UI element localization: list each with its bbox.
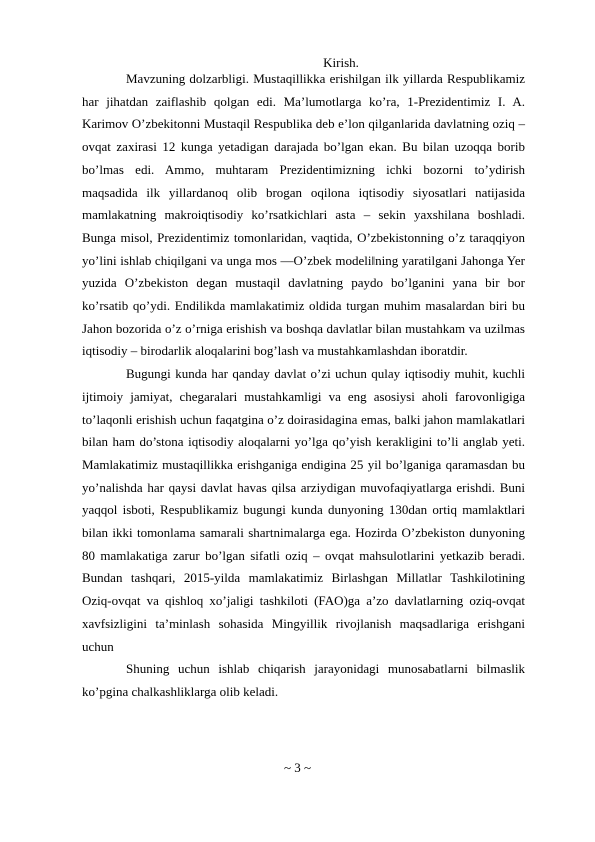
paragraph-2: Bugungi kunda har qanday davlat o’zi uchun qulay iqtisodiy muhit, kuchli ijtimoiy jamiyat, chegaralari mustahkamligi va eng asosiysi aholi farovonligiga to’laqonli erishish uchun faqatgina o’z doirasidagina emas, balki jahon mamlakatlari bilan ham do’stona iqtisodiy aloqalarni yo’lga qo’yish kerakligini to’li anglab yeti. Mamlakatimiz mustaqillikka erishganiga endigina 25 yil bo’lganiga qaramasdan bu yo’nalishda har qaysi davlat havas qilsa arziydigan muvofaqiyatlarga erishdi. Buni yaqqol isboti, Respublikamiz bugungi kunda dunyoning 130dan ortiq mamlaktlari bilan ikki tomonlama samarali shartnimalarga ega. Hozirda O’zbekiston dunyoning 80 mamlakatiga zarur bo’lgan sifatli oziq – ovqat mahsulotlarini yetkazib beradi. Bundan tashqari, 2015-yilda mamlakatimiz Birlashgan Millatlar Tashkilotining Oziq-ovqat va qishloq xo’jaligi tashkiloti (FAO)ga a’zo davlatlarning oziq-ovqat xavfsizligini ta’minlash sohasida Mingyillik rivojlanish maqsadlariga erishgani uchun (82, 366, 525, 654)
paragraph-3: Shuning uchun ishlab chiqarish jarayonidagi munosabatlarni bilmaslik ko’pgina chalkashliklarga olib keladi. (82, 661, 525, 699)
section-heading: Kirish. (323, 55, 359, 70)
paragraph-1: Mavzuning dolzarbligi. Mustaqillikka erishilgan ilk yillarda Respublikamiz har jihatdan zaiflashib qolgan edi. Ma’lumotlarga ko’ra, 1-Prezidentimiz I. A. Karimov O’zbekitonni Mustaqil Respublika deb e’lon qilganlarida davlatning oziq – ovqat zaxirasi 12 kunga yetadigan darajada bo’lgan ekan. Bu bilan uzoqqa borib bo’lmas edi. Ammo, muhtaram Prezidentimizning ichki bozorni to’ydirish maqsadida ilk yillardanoq olib brogan oqilona iqtisodiy siyosatlari natijasida mamlakatning makroiqtisodiy ko’rsatkichlari asta – sekin yaxshilana boshladi. Bunga misol, Prezidentimiz tomonlaridan, vaqtida, O’zbekistonning o’z taraqqiyon yo’lini ishlab chiqilgani va unga mos ―O’zbek modeli‖ning yaratilgani Jahonga Yer yuzida O’zbekiston degan mustaqil davlatning paydo bo’lganini yana bir bor ko’rsatib qo’ydi. Endilikda mamlakatimiz oldida turgan muhim masalardan biri bu Jahon bozorida o’z o’rniga erishish va boshqa davlatlar bilan mustahkam va uzilmas iqtisodiy – birodarlik aloqalarini bog’lash va mustahkamlashdan iboratdir. (82, 71, 525, 359)
page-number: ~ 3 ~ (283, 760, 312, 775)
body-text (82, 68, 525, 704)
